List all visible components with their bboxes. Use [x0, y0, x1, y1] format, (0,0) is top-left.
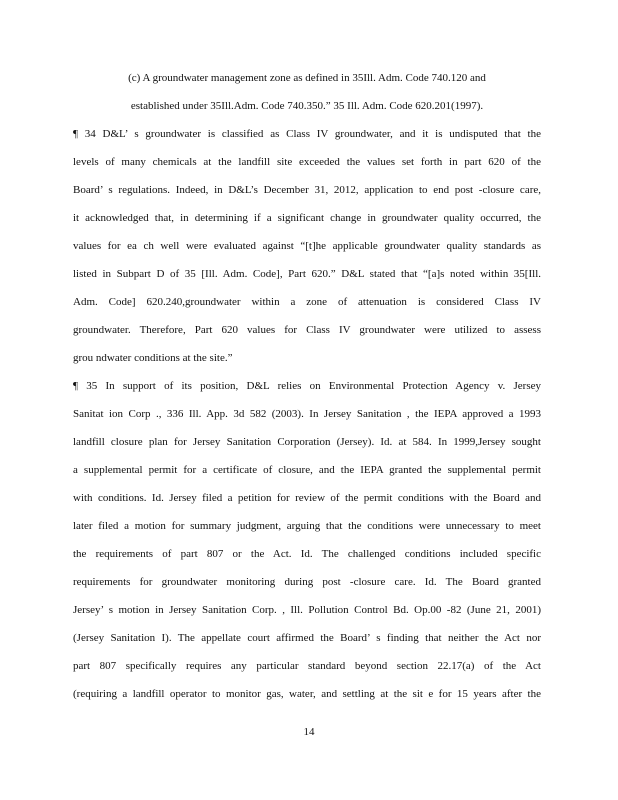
text-line-1: (c) A groundwater management zone as defined in 35Ill. Adm. Code 740.120 and — [128, 72, 486, 84]
text-line-11: grou ndwater conditions at the site.” — [73, 352, 233, 364]
text-line-14: landfill closure plan for Jersey Sanitation Corporation (Jersey). Id. at 584. In 1999,Jersey sought — [73, 436, 541, 448]
text-line-21: (Jersey Sanitation I). The appellate court affirmed the Board’ s finding that neither the Act nor — [73, 632, 541, 644]
text-line-7: values for ea ch well were evaluated against “[t]he applicable groundwater quality standards as — [73, 240, 541, 252]
text-line-5: Board’ s regulations. Indeed, in D&L’s December 31, 2012, application to end post -closure care, — [73, 184, 541, 196]
text-line-10: groundwater. Therefore, Part 620 values for Class IV groundwater were utilized to assess — [73, 324, 541, 336]
text-line-2: established under 35Ill.Adm. Code 740.350.” 35 Ill. Adm. Code 620.201(1997). — [130, 100, 484, 112]
text-line-12: ¶ 35 In support of its position, D&L relies on Environmental Protection Agency v. Jersey — [73, 380, 541, 392]
text-line-22: part 807 specifically requires any particular standard beyond section 22.17(a) of the Act — [73, 660, 541, 672]
text-line-6: it acknowledged that, in determining if a significant change in groundwater quality occurred, the — [73, 212, 541, 224]
text-line-15: a supplemental permit for a certificate of closure, and the IEPA granted the supplemental permit — [73, 464, 541, 476]
text-line-18: the requirements of part 807 or the Act. Id. The challenged conditions included specific — [73, 548, 541, 560]
text-line-20: Jersey’ s motion in Jersey Sanitation Corp. , Ill. Pollution Control Bd. Op.00 -82 (June 21, 2001) — [73, 604, 541, 616]
text-line-4: levels of many chemicals at the landfill site exceeded the values set forth in part 620 of the — [73, 156, 541, 168]
page-number: 14 — [303, 726, 315, 738]
text-line-17: later filed a motion for summary judgment, arguing that the conditions were unnecessary to meet — [73, 520, 541, 532]
text-line-19: requirements for groundwater monitoring during post -closure care. Id. The Board granted — [73, 576, 541, 588]
text-line-8: listed in Subpart D of 35 [Ill. Adm. Code], Part 620.” D&L stated that “[a]s noted within 35[Ill. — [73, 268, 541, 280]
text-line-23: (requiring a landfill operator to monitor gas, water, and settling at the sit e for 15 years after the — [73, 688, 541, 700]
text-line-13: Sanitat ion Corp ., 336 Ill. App. 3d 582 (2003). In Jersey Sanitation , the IEPA approved a 1993 — [73, 408, 541, 420]
text-line-3: ¶ 34 D&L’ s groundwater is classified as Class IV groundwater, and it is undisputed that the — [73, 128, 541, 140]
text-line-9: Adm. Code] 620.240,groundwater within a zone of attenuation is considered Class IV — [73, 296, 541, 308]
text-line-16: with conditions. Id. Jersey filed a petition for review of the permit conditions with the Board and — [73, 492, 541, 504]
